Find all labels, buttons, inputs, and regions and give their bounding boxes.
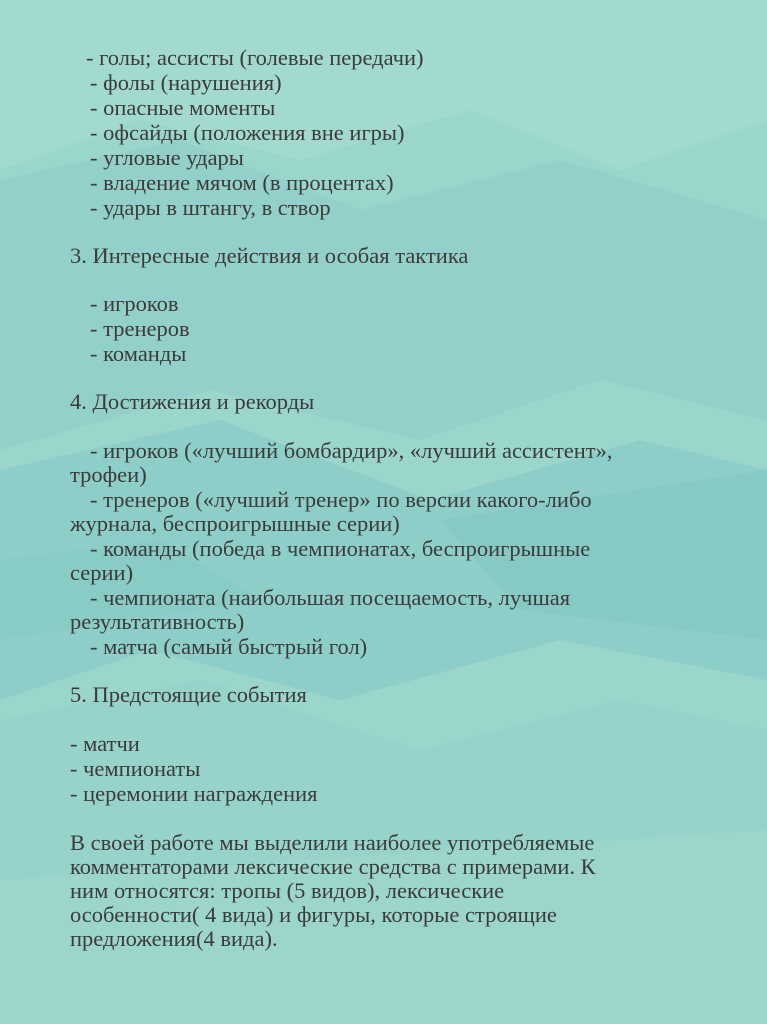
stats-item: - офсайды (положения вне игры) [90,120,405,145]
conclusion-line: предложения(4 вида). [70,926,278,951]
section-4-item-cont: серии) [70,560,134,585]
stats-item: - фолы (нарушения) [90,70,282,95]
stats-item: - опасные моменты [90,95,276,120]
section-3-item: - команды [90,341,187,366]
section-4-item-cont: журнала, беспроигрышные серии) [70,511,400,536]
section-5-heading: 5. Предстоящие события [70,682,307,707]
section-4-item: - чемпионата (наибольшая посещаемость, лучшая [90,585,571,610]
section-5-item: - церемонии награждения [70,781,318,806]
stats-item: - владение мячом (в процентах) [90,170,394,195]
section-3-heading: 3. Интересные действия и особая тактика [70,243,469,268]
conclusion-line: В своей работе мы выделили наиболее употребляемые [70,830,595,855]
stats-item: - угловые удары [90,145,244,170]
stats-item: - удары в штангу, в створ [90,195,331,220]
section-4-item: - матча (самый быстрый гол) [90,634,368,659]
section-4-item: - команды (победа в чемпионатах, беспроигрышные [90,536,591,561]
section-4-item: - игроков («лучший бомбардир», «лучший ассистент», [90,438,613,463]
section-4-item: - тренеров («лучший тренер» по версии какого-либо [90,487,592,512]
section-3-item: - игроков [90,291,179,316]
section-4-heading: 4. Достижения и рекорды [70,389,315,414]
stats-item: - голы; ассисты (голевые передачи) [86,45,424,70]
section-5-item: - чемпионаты [70,756,201,781]
conclusion-line: ним относятся: тропы (5 видов), лексические [70,878,505,903]
conclusion-line: особенности( 4 вида) и фигуры, которые строящие [70,902,557,927]
section-5-item: - матчи [70,731,140,756]
section-4-item-cont: результативность) [70,609,245,634]
conclusion-line: комментаторами лексические средства с примерами. К [70,854,596,879]
section-3-item: - тренеров [90,316,190,341]
section-4-item-cont: трофеи) [70,462,147,487]
